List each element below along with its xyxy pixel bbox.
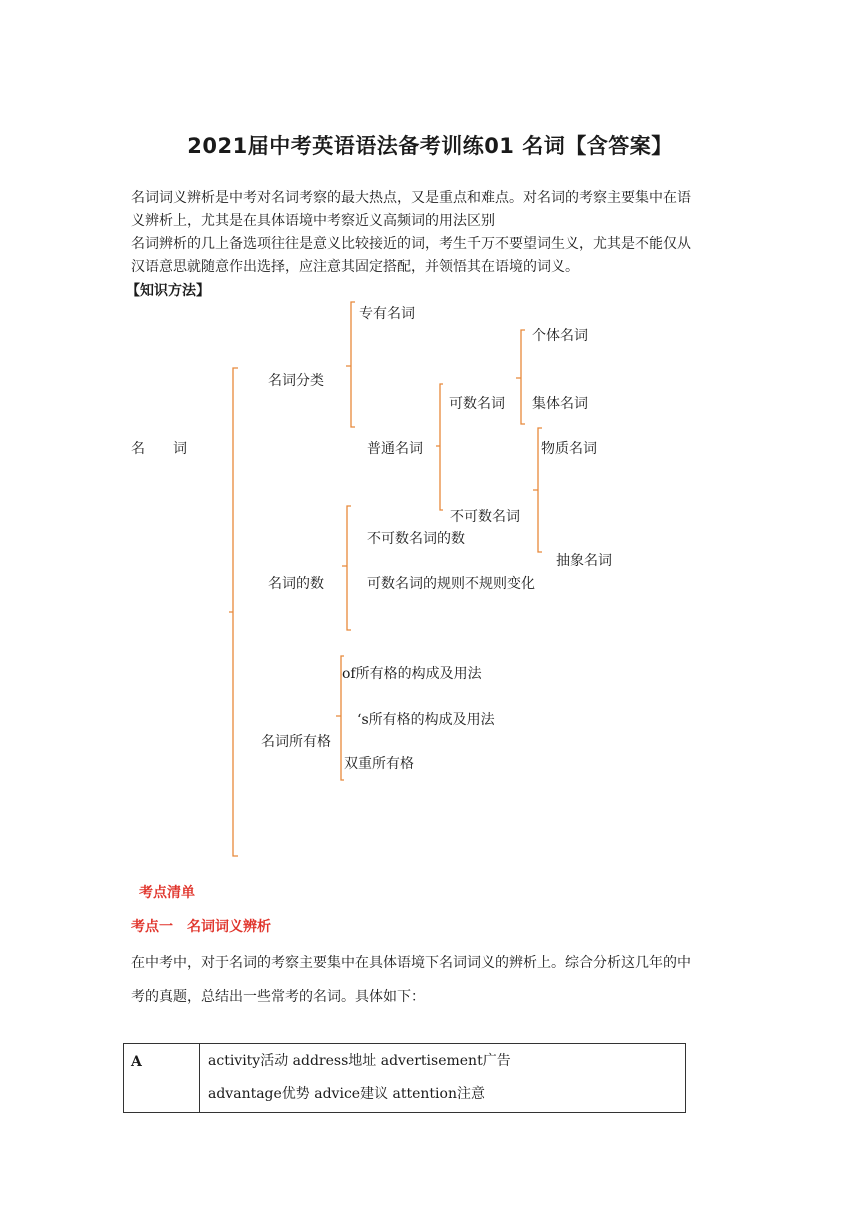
bracket-classification bbox=[346, 302, 355, 427]
bracket-common bbox=[436, 384, 443, 510]
tree-node-classification: 名词分类 bbox=[268, 373, 324, 389]
vocab-letter-cell: A bbox=[124, 1044, 200, 1113]
tree-node-double-possessive: 双重所有格 bbox=[344, 756, 414, 772]
section-heading: 【知识方法】 bbox=[126, 283, 210, 299]
bracket-countable bbox=[516, 330, 525, 424]
page-title: 2021届中考英语语法备考训练01 名词【含答案】 bbox=[187, 134, 673, 158]
tree-node-number: 名词的数 bbox=[268, 576, 324, 592]
point1-line: 在中考中，对于名词的考察主要集中在具体语境下名词词义的辨析上。综合分析这几年的中 bbox=[131, 955, 691, 971]
tree-node-countable: 可数名词 bbox=[449, 396, 505, 412]
tree-node-collective: 集体名词 bbox=[532, 396, 588, 412]
tree-node-s-possessive: ‘s所有格的构成及用法 bbox=[357, 712, 495, 728]
point1-paragraph bbox=[131, 946, 691, 1014]
tree-node-proper: 专有名词 bbox=[359, 306, 415, 322]
point1-title: 考点一 名词词义辨析 bbox=[131, 919, 271, 935]
tree-root-noun: 名 词 bbox=[131, 441, 187, 457]
tree-node-abstract: 抽象名词 bbox=[556, 553, 612, 569]
point1-line: 考的真题，总结出一些常考的名词。具体如下： bbox=[131, 989, 425, 1005]
vocab-words-cell bbox=[200, 1044, 686, 1113]
tree-node-countable-rules: 可数名词的规则不规则变化 bbox=[367, 576, 535, 592]
intro-line: 汉语意思就随意作出选择，应注意其固定搭配，并领悟其在语境的词义。 bbox=[131, 259, 579, 275]
checklist-title: 考点清单 bbox=[139, 885, 195, 901]
bracket-root bbox=[229, 368, 238, 856]
tree-node-individual: 个体名词 bbox=[532, 328, 588, 344]
tree-node-uncountable-number: 不可数名词的数 bbox=[367, 531, 465, 547]
vocab-table bbox=[123, 1043, 686, 1113]
vocab-line: advantage优势 advice建议 attention注意 bbox=[208, 1086, 485, 1102]
intro-line: 名词词义辨析是中考对名词考察的最大热点，又是重点和难点。对名词的考察主要集中在语 bbox=[131, 190, 691, 206]
tree-node-uncountable: 不可数名词 bbox=[450, 509, 520, 525]
tree-node-possessive: 名词所有格 bbox=[261, 734, 331, 750]
intro-line: 义辨析上，尤其是在具体语境中考察近义高频词的用法区别 bbox=[131, 213, 495, 229]
tree-node-of-possessive: of所有格的构成及用法 bbox=[342, 666, 482, 682]
tree-node-common: 普通名词 bbox=[367, 441, 423, 457]
table-row bbox=[124, 1044, 686, 1113]
bracket-number bbox=[342, 506, 351, 630]
vocab-line: activity活动 address地址 advertisement广告 bbox=[208, 1053, 511, 1069]
tree-node-material: 物质名词 bbox=[541, 441, 597, 457]
intro-line: 名词辨析的几上备选项往往是意义比较接近的词，考生千万不要望词生义，尤其是不能仅从 bbox=[131, 236, 691, 252]
